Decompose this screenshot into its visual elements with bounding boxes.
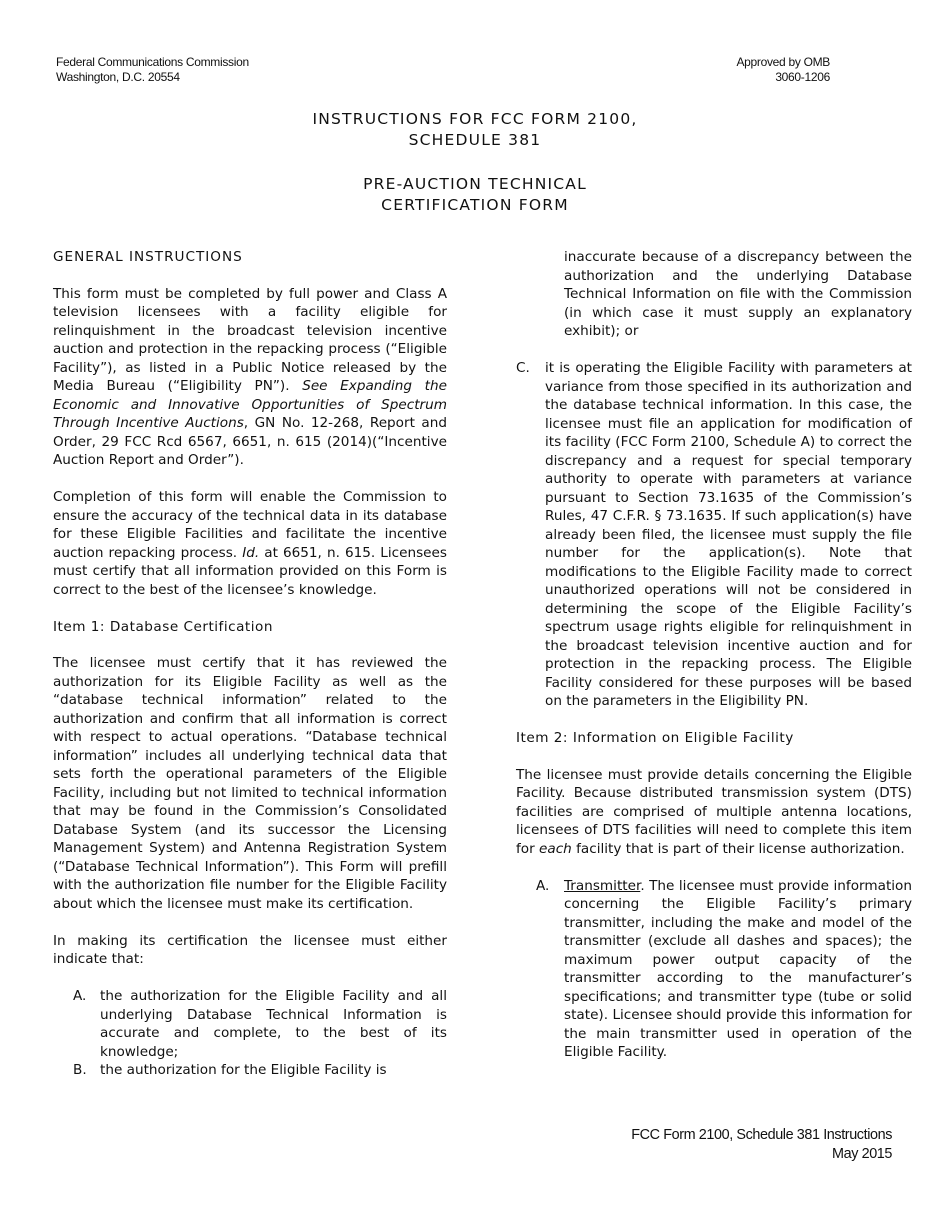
list-item-c bbox=[516, 359, 912, 711]
intro-citation: , GN No. 12-268, Report and Order, 29 FCC Rcd 6567, 6651, n. 615 (2014)(“Incentive Auction Report and Order”). bbox=[53, 415, 447, 468]
item-1-heading: Item 1: Database Certification bbox=[53, 618, 273, 635]
paragraph-eligible-facility bbox=[516, 766, 912, 859]
list-label-b: B. bbox=[73, 1062, 87, 1078]
transmitter-heading: Transmitter bbox=[564, 877, 641, 894]
item-2-heading: Item 2: Information on Eligible Facility bbox=[516, 730, 794, 746]
document-subtitle bbox=[0, 174, 950, 216]
paragraph-certification-intro: In making its certification the licensee must either indicate that: bbox=[53, 932, 447, 967]
footer-form-name: FCC Form 2100, Schedule 381 Instructions bbox=[631, 1127, 892, 1143]
list-text-c: it is operating the Eligible Facility with parameters at variance from those specified in its authorization and the database technical information. In this case, the licensee must file an application for modification of its facility (FCC Form 2100, Schedule A) to correct the discrepancy and a request for special temporary authority to operate with parameters at variance pursuant to Section 73.1635 of the Commission’s Rules, 47 C.F.R. § 73.1635. If such application(s) have already been filed, the licensee must supply the file number for the application(s). Note that modifications to the Eligible Facility made to correct unauthorized operations will not be considered in determining the scope of the Eligible Facility’s spectrum usage rights eligible for relinquishment in the broadcast television incentive auction and for protection in the repacking process. The Eligible Facility considered for these purposes will be based on the parameters in the Eligibility PN. bbox=[545, 360, 912, 709]
agency-address: Washington, D.C. 20554 bbox=[56, 70, 180, 84]
title-line-3: PRE-AUCTION TECHNICAL bbox=[363, 175, 587, 193]
list-item-b bbox=[53, 1061, 447, 1080]
list-item-b-continued: inaccurate because of a discrepancy between the authorization and the underlying Database Technical Information on file with the Commission (in which case it must supply an explanatory exhibit); or bbox=[564, 249, 912, 339]
list-item-transmitter bbox=[516, 877, 912, 1062]
list-text-a: the authorization for the Eligible Facility and all underlying Database Technical Information is accurate and complete, to the best of its knowledge; bbox=[100, 988, 447, 1060]
list-label-a: A. bbox=[73, 988, 87, 1004]
facility-text-end: facility that is part of their license authorization. bbox=[571, 840, 905, 857]
agency-name: Federal Communications Commission bbox=[56, 55, 249, 69]
list-item-a bbox=[53, 987, 447, 1061]
title-line-4: CERTIFICATION FORM bbox=[381, 196, 569, 214]
id-citation: Id. bbox=[242, 544, 260, 561]
agency-header bbox=[56, 55, 249, 85]
intro-text: This form must be completed by full power and Class A television licensees with a facility eligible for relinquishment in the broadcast television incentive auction and protection in the repacking process (“Eligible Facility”), as listed in a Public Notice released by the Media Bureau (“Eligibility PN”). bbox=[53, 285, 447, 394]
document-title bbox=[0, 109, 950, 151]
facility-text: The licensee must provide details concerning the Eligible Facility. Because distributed transmission system (DTS) facilities are comprised of multiple antenna locations, licensees of DTS facilities will need to complete this item for bbox=[516, 766, 912, 857]
completion-text: Completion of this form will enable the Commission to ensure the accuracy of the technical data in its database for these Eligible Facilities and facilitate the incentive auction repacking process. bbox=[53, 489, 447, 561]
transmitter-text: . The licensee must provide information concerning the Eligible Facility’s primary transmitter, including the make and model of the transmitter (exclude all dashes and spaces); the maximum power output capacity of the transmitter according to the manufacturer’s specifications; and transmitter type (tube or solid state). Licensee should provide this information for the main transmitter used in operation of the Eligible Facility. bbox=[564, 877, 912, 1060]
completion-text-end: at 6651, n. 615. Licensees must certify that all information provided on this Form is correct to the best of the licensee’s knowledge. bbox=[53, 544, 447, 598]
paragraph-database-certification: The licensee must certify that it has reviewed the authorization for its Eligible Facility as well as the “database technical information” related to the authorization and confirm that all information is correct with respect to actual operations. “Database technical information” includes all underlying technical data that sets forth the operational parameters of the Eligible Facility, including but not limited to technical information that may be found in the Commission’s Consolidated Database System (and its successor the Licensing Management System) and Antenna Registration System (“Database Technical Information”). This Form will prefill with the authorization file number for the Eligible Facility about which the licensee must make its certification. bbox=[53, 655, 447, 912]
omb-approval bbox=[736, 55, 830, 85]
left-column bbox=[53, 248, 447, 1080]
list-text-b: the authorization for the Eligible Facility is bbox=[100, 1062, 387, 1078]
page-footer bbox=[631, 1126, 892, 1163]
list-label-transmitter: A. bbox=[536, 877, 550, 894]
omb-number: 3060-1206 bbox=[775, 70, 830, 84]
title-line-1: INSTRUCTIONS FOR FCC FORM 2100, bbox=[312, 110, 638, 128]
omb-label: Approved by OMB bbox=[736, 55, 830, 69]
citation-title: See Expanding the Economic and Innovative Opportunities of Spectrum Through Incentive Auctions bbox=[53, 378, 447, 431]
footer-date: May 2015 bbox=[832, 1145, 892, 1162]
list-label-c: C. bbox=[516, 360, 530, 376]
title-line-2: SCHEDULE 381 bbox=[408, 131, 542, 149]
general-instructions-heading: GENERAL INSTRUCTIONS bbox=[53, 249, 243, 265]
paragraph-completion bbox=[53, 488, 447, 599]
paragraph-intro bbox=[53, 285, 447, 470]
each-emphasis: each bbox=[539, 840, 572, 857]
right-column bbox=[516, 248, 912, 1062]
